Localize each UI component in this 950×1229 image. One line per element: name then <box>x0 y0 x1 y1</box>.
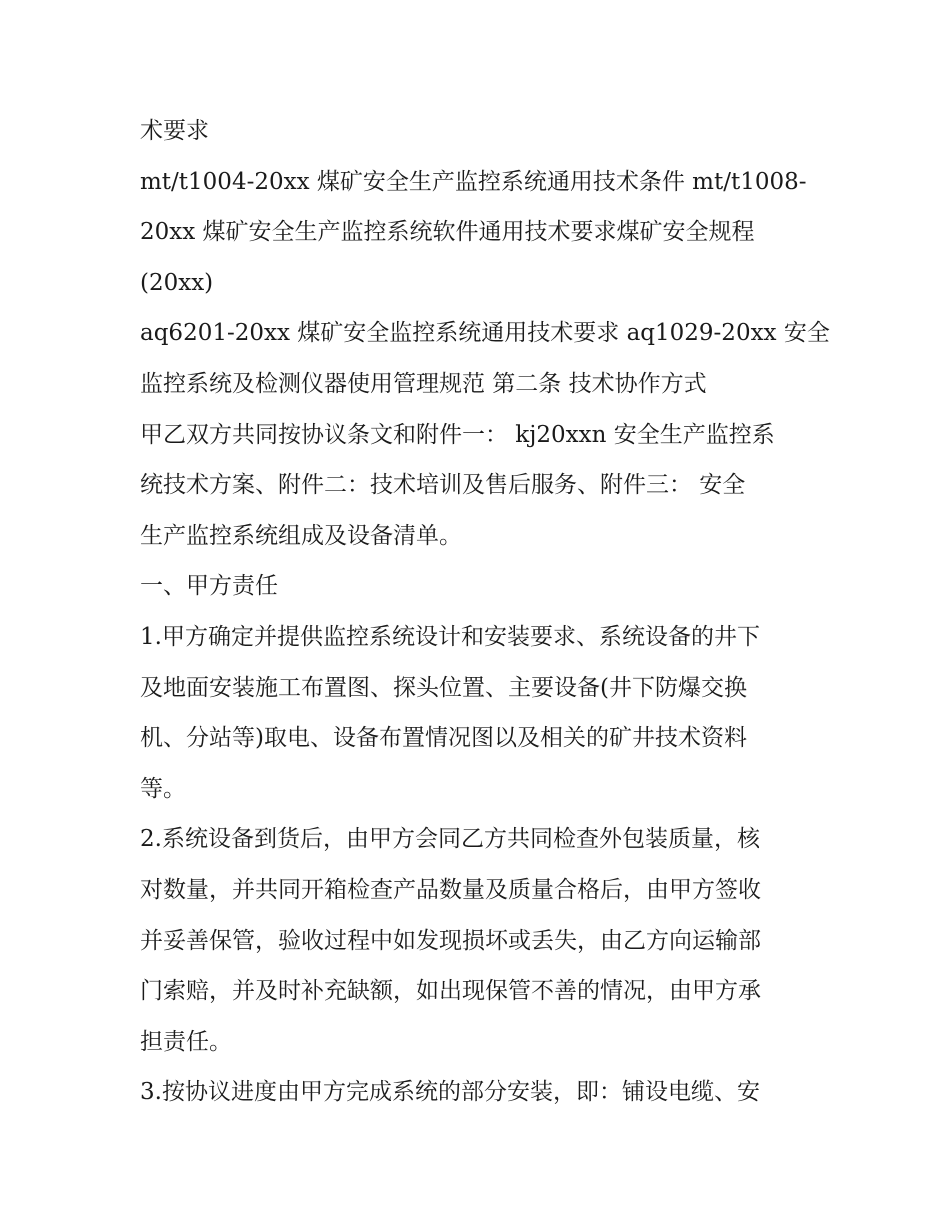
text-line: mt/t1004-20xx 煤矿安全生产监控系统通用技术条件 mt/t1008- <box>140 168 807 195</box>
text-line: 及地面安装施工布置图、探头位置、主要设备(井下防爆交换 <box>140 674 747 701</box>
text-line: 1.甲方确定并提供监控系统设计和安装要求、系统设备的井下 <box>140 623 760 650</box>
text-line: 等。 <box>140 775 186 802</box>
text-line: 对数量，并共同开箱检查产品数量及质量合格后，由甲方签收 <box>140 876 761 903</box>
text-line: (20xx) <box>140 269 214 296</box>
text-line: aq6201-20xx 煤矿安全监控系统通用技术要求 aq1029-20xx 安全 <box>140 320 830 347</box>
text-line: 监控系统及检测仪器使用管理规范 第二条 技术协作方式 <box>140 370 707 397</box>
text-line: 20xx 煤矿安全生产监控系统软件通用技术要求煤矿安全规程 <box>140 219 755 246</box>
text-line: 统技术方案、附件二：技术培训及售后服务、附件三： 安全 <box>140 472 746 499</box>
text-line: 并妥善保管，验收过程中如发现损坏或丢失，由乙方向运输部 <box>140 927 761 954</box>
document-body <box>140 106 830 1118</box>
section-heading: 一、甲方责任 <box>140 573 278 600</box>
text-line: 担责任。 <box>140 1028 232 1055</box>
text-line: 甲乙双方共同按协议条文和附件一： kj20xxn 安全生产监控系 <box>140 421 775 448</box>
text-line: 门索赔，并及时补充缺额，如出现保管不善的情况，由甲方承 <box>140 978 761 1005</box>
text-line: 术要求 <box>140 118 209 144</box>
text-line: 2.系统设备到货后，由甲方会同乙方共同检查外包装质量，核 <box>140 826 760 853</box>
text-line: 生产监控系统组成及设备清单。 <box>140 522 462 549</box>
text-line: 3.按协议进度由甲方完成系统的部分安装，即：铺设电缆、安 <box>140 1079 760 1106</box>
text-line: 机、分站等)取电、设备布置情况图以及相关的矿井技术资料 <box>140 725 747 752</box>
